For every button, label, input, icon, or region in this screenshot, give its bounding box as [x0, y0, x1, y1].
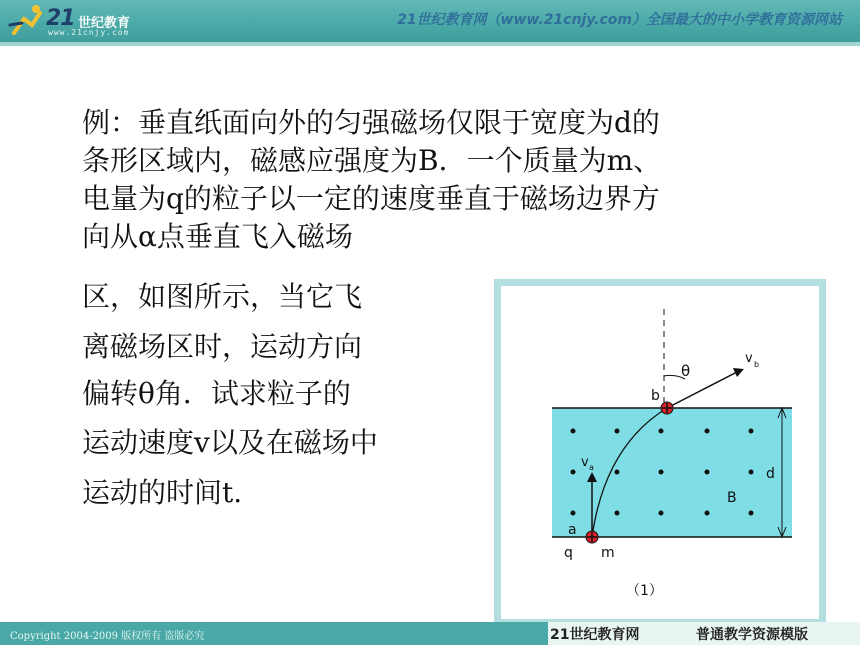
problem-line-7: 偏转θ角．试求粒子的 — [82, 377, 351, 410]
logo-url: www.21cnjy.com — [48, 28, 130, 37]
magnetic-field-diagram — [501, 286, 819, 619]
problem-line-4: 向从α点垂直飞入磁场 — [82, 220, 353, 253]
velocity-b-arrow — [667, 372, 737, 408]
site-logo[interactable] — [6, 3, 156, 39]
problem-line-2: 条形区域内，磁感应强度为B．一个质量为m、 — [82, 144, 662, 177]
problem-line-1: 例：垂直纸面向外的匀强磁场仅限于宽度为d的 — [82, 106, 660, 139]
width-d-label: d — [766, 466, 775, 482]
field-region — [552, 408, 792, 537]
problem-line-3: 电量为q的粒子以一定的速度垂直于磁场边界方 — [82, 182, 660, 215]
mass-m-label: m — [601, 545, 615, 561]
field-b-label: B — [727, 490, 737, 506]
vb-label: v — [745, 351, 753, 366]
va-label: v — [581, 455, 589, 470]
point-b-label: b — [651, 388, 660, 404]
theta-label: θ — [681, 362, 691, 380]
runner-icon — [6, 3, 46, 39]
problem-line-8: 运动速度v以及在磁场中 — [82, 426, 378, 459]
problem-line-9: 运动的时间t. — [82, 476, 243, 509]
va-subscript: a — [589, 463, 594, 472]
footer-brand-area — [548, 622, 860, 645]
footer-brand[interactable]: 21世纪教育网 — [550, 627, 640, 643]
particle-b-marker — [661, 402, 673, 414]
charge-q-label: q — [564, 545, 573, 561]
figure-caption: （1） — [626, 583, 663, 599]
particle-a-marker — [586, 531, 598, 543]
physics-figure — [494, 279, 826, 626]
footer-template: 普通教学资源模版 — [696, 627, 808, 643]
point-a-label: a — [568, 522, 577, 538]
vb-subscript: b — [754, 360, 760, 369]
header-slogan: 21世纪教育网（www.21cnjy.com）全国最大的中小学教育资源网站 — [397, 12, 842, 28]
header-stripe — [0, 42, 860, 46]
logo-number: 21 — [46, 6, 75, 31]
problem-line-6: 离磁场区时，运动方向 — [82, 330, 363, 363]
problem-text — [82, 104, 802, 256]
problem-line-5: 区，如图所示，当它飞 — [82, 280, 363, 313]
logo-text: 世纪教育 — [78, 16, 131, 31]
copyright-text: Copyright 2004-2009 版权所有 盗版必究 — [10, 631, 205, 642]
